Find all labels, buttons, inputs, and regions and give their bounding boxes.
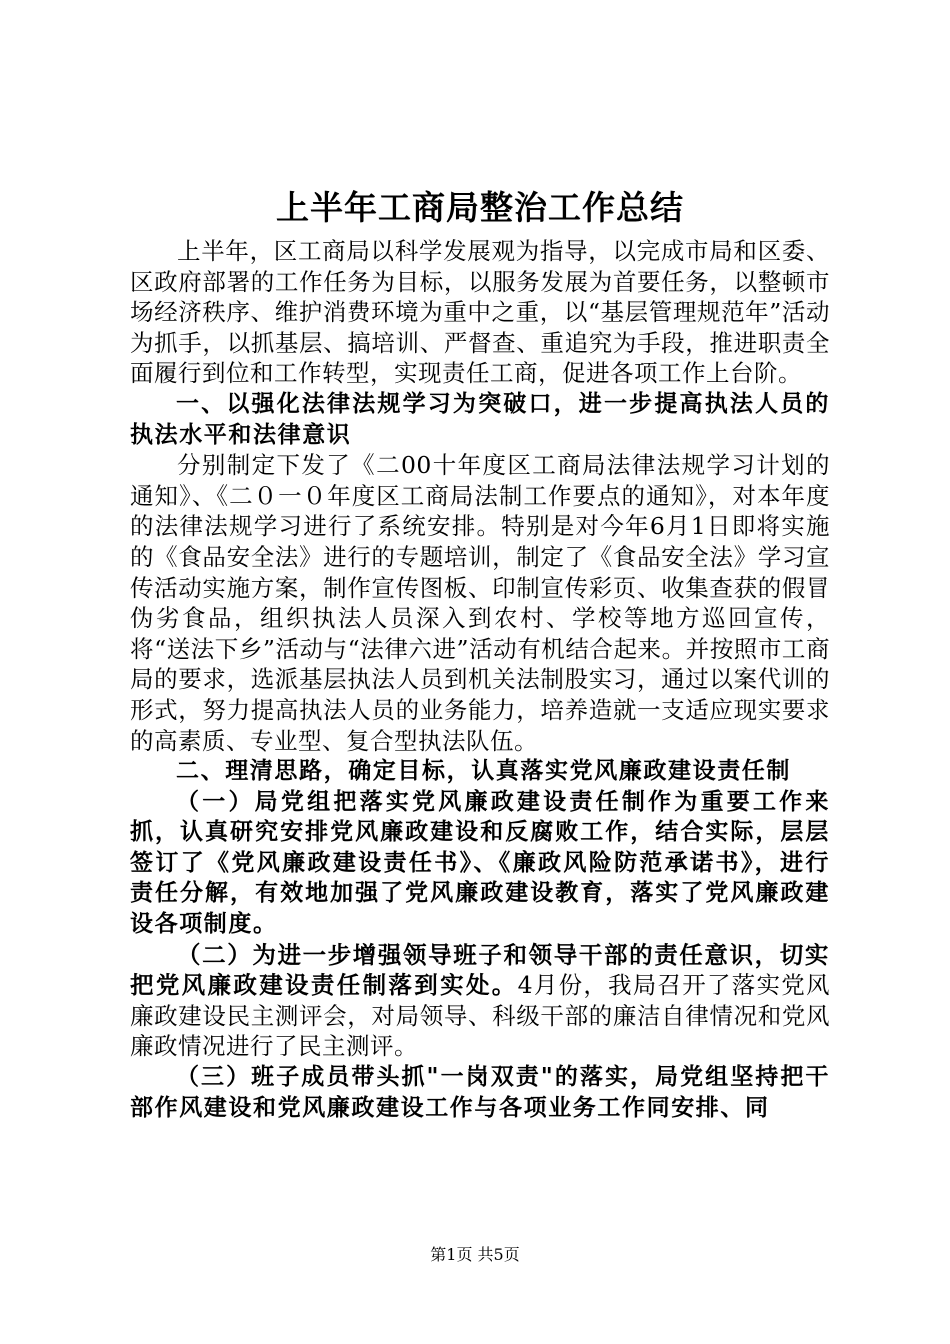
section-1-paragraph: 分别制定下发了《二00十年度区工商局法律法规学习计划的通知》、《二０一０年度区工商局法制工作要点的通知》，对本年度的法律法规学习进行了系统安排。特别是对今年6月1日即将实施的《食品安全法》进行的专题培训，制定了《食品安全法》学习宣传活动实施方案，制作宣传图板、印制宣传彩页、收集查获的假冒伪劣食品，组织执法人员深入到农村、学校等地方巡回宣传，将“送法下乡”活动与“法律六进”活动有机结合起来。并按照市工商局的要求，选派基层执法人员到机关法制股实习，通过以案代训的形式，努力提高执法人员的业务能力，培养造就一支适应现实要求的高素质、专业型、复合型执法队伍。 [130, 451, 830, 755]
document-title: 上半年工商局整治工作总结 [276, 188, 684, 227]
subsection-2-paragraph [130, 940, 830, 1062]
page-footer: 第1页 共5页 [430, 1245, 520, 1264]
subsection-3-paragraph: （三）班子成员带头抓"一岗双责"的落实，局党组坚持把干部作风建设和党风廉政建设工作与各项业务工作同安排、同 [130, 1064, 830, 1121]
section-heading-1: 一、以强化法律法规学习为突破口，进一步提高执法人员的执法水平和法律意识 [130, 390, 830, 448]
document-page [130, 0, 830, 1344]
document-body [130, 236, 830, 1123]
section-heading-2: 二、理清思路，确定目标，认真落实党风廉政建设责任制 [176, 758, 791, 785]
subsection-2-bold-text: （二）为进一步增强领导班子和领导干部的责任意识，切实把党风廉政建设责任制落到实处。 [130, 940, 830, 1000]
intro-paragraph: 上半年，区工商局以科学发展观为指导，以完成市局和区委、区政府部署的工作任务为目标，以服务发展为首要任务，以整顿市场经济秩序、维护消费环境为重中之重，以“基层管理规范年”活动为抓手，以抓基层、搞培训、严督查、重追究为手段，推进职责全面履行到位和工作转型，实现责任工商，促进各项工作上台阶。 [130, 237, 830, 388]
subsection-1-paragraph: （一）局党组把落实党风廉政建设责任制作为重要工作来抓，认真研究安排党风廉政建设和反腐败工作，结合实际，层层签订了《党风廉政建设责任书》、《廉政风险防范承诺书》，进行责任分解，有效地加强了党风廉政建设教育，落实了党风廉政建设各项制度。 [130, 788, 830, 938]
subsection-2-regular-text: 4月份，我局召开了落实党风廉政建设民主测评会，对局领导、科级干部的廉洁自律情况和党风廉政情况进行了民主测评。 [130, 971, 831, 1061]
